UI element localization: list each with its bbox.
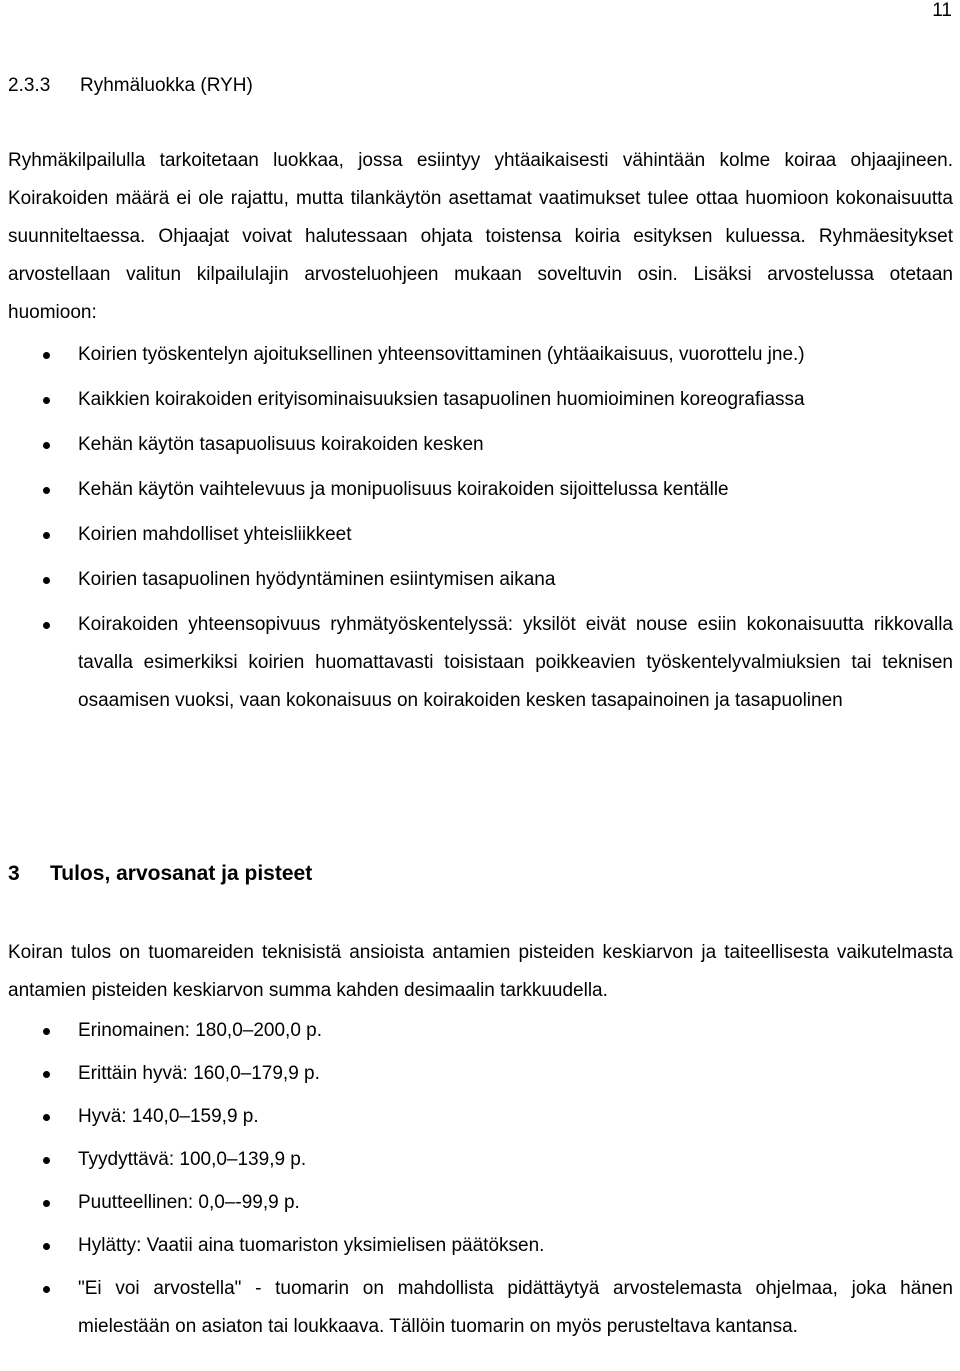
list-item-text: Erittäin hyvä: 160,0–179,9 p. — [78, 1063, 320, 1084]
bullet-icon — [43, 1157, 50, 1164]
list-item — [8, 381, 953, 419]
section-number: 3 — [8, 862, 20, 885]
subsection-heading — [8, 74, 253, 98]
bullet-icon — [43, 397, 50, 404]
list-item-text: Koirakoiden yhteensopivuus ryhmätyöskentelyssä: yksilöt eivät nouse esiin kokonaisuutta rikkovalla tavalla esimerkiksi koirien huomattavasti toisistaan poikkeavien työskentelyvalmiuksien tai teknisen osaamisen vuoksi, vaan kokonaisuus on koirakoiden kesken tasapainoinen ja tasapuolinen — [78, 614, 953, 711]
list-item — [8, 1055, 953, 1093]
list-item-text: Puutteellinen: 0,0–-99,9 p. — [78, 1192, 300, 1213]
list-item-text: Koirien tasapuolinen hyödyntäminen esiintymisen aikana — [78, 569, 556, 590]
result-paragraph: Koiran tulos on tuomareiden teknisistä ansioista antamien pisteiden keskiarvon ja taiteellisesta vaikutelmasta antamien pisteiden keskiarvon summa kahden desimaalin tarkkuudella. — [8, 942, 953, 1001]
page-number: 11 — [932, 0, 952, 21]
list-item — [8, 426, 953, 464]
list-item — [8, 336, 953, 374]
bullet-icon — [43, 487, 50, 494]
section-title: Tulos, arvosanat ja pisteet — [50, 862, 313, 885]
list-item — [8, 1184, 953, 1222]
list-item — [8, 561, 953, 599]
grades-list — [8, 1012, 953, 1351]
list-item-text: Kehän käytön tasapuolisuus koirakoiden kesken — [78, 434, 484, 455]
list-item — [8, 516, 953, 554]
list-item — [8, 1270, 953, 1346]
intro-paragraph: Ryhmäkilpailulla tarkoitetaan luokkaa, jossa esiintyy yhtäaikaisesti vähintään kolme koiraa ohjaajineen. Koirakoiden määrä ei ole rajattu, mutta tilankäytön asettamat vaatimukset tulee ottaa huomioon kokonaisuutta suunniteltaessa. Ohjaajat voivat halutessaan ohjata toistensa koiria esityksen kuluessa. Ryhmäesitykset arvostellaan valitun kilpailulajin arvosteluohjeen mukaan soveltuvin osin. Lisäksi arvostelussa otetaan huomioon: — [8, 150, 953, 323]
list-item-text: Kehän käytön vaihtelevuus ja monipuolisuus koirakoiden sijoittelussa kentälle — [78, 479, 729, 500]
bullet-icon — [43, 622, 50, 629]
list-item-text: Koirien työskentelyn ajoituksellinen yhteensovittaminen (yhtäaikaisuus, vuorottelu jne.) — [78, 344, 805, 365]
list-item-text: Hylätty: Vaatii aina tuomariston yksimielisen päätöksen. — [78, 1235, 545, 1256]
list-item-text: Kaikkien koirakoiden erityisominaisuuksien tasapuolinen huomioiminen koreografiassa — [78, 389, 805, 410]
list-item — [8, 471, 953, 509]
list-item-text: "Ei voi arvostella" - tuomarin on mahdollista pidättäytyä arvostelemasta ohjelmaa, joka hänen mielestään on asiaton tai loukkaava. Tällöin tuomarin on myös perusteltava kantansa. — [78, 1278, 953, 1337]
bullet-icon — [43, 577, 50, 584]
bullet-icon — [43, 442, 50, 449]
subsection-title: Ryhmäluokka (RYH) — [80, 75, 253, 96]
list-item — [8, 606, 953, 720]
bullet-icon — [43, 532, 50, 539]
subsection-number: 2.3.3 — [8, 75, 51, 96]
list-item-text: Koirien mahdolliset yhteisliikkeet — [78, 524, 352, 545]
bullet-icon — [43, 1114, 50, 1121]
bullet-icon — [43, 352, 50, 359]
bullet-icon — [43, 1243, 50, 1250]
list-item-text: Hyvä: 140,0–159,9 p. — [78, 1106, 259, 1127]
list-item — [8, 1141, 953, 1179]
list-item-text: Erinomainen: 180,0–200,0 p. — [78, 1020, 323, 1041]
criteria-list — [8, 336, 953, 727]
list-item — [8, 1098, 953, 1136]
bullet-icon — [43, 1028, 50, 1035]
section-heading — [8, 860, 312, 888]
bullet-icon — [43, 1286, 50, 1293]
bullet-icon — [43, 1071, 50, 1078]
list-item — [8, 1012, 953, 1050]
bullet-icon — [43, 1200, 50, 1207]
list-item — [8, 1227, 953, 1265]
list-item-text: Tyydyttävä: 100,0–139,9 p. — [78, 1149, 307, 1170]
